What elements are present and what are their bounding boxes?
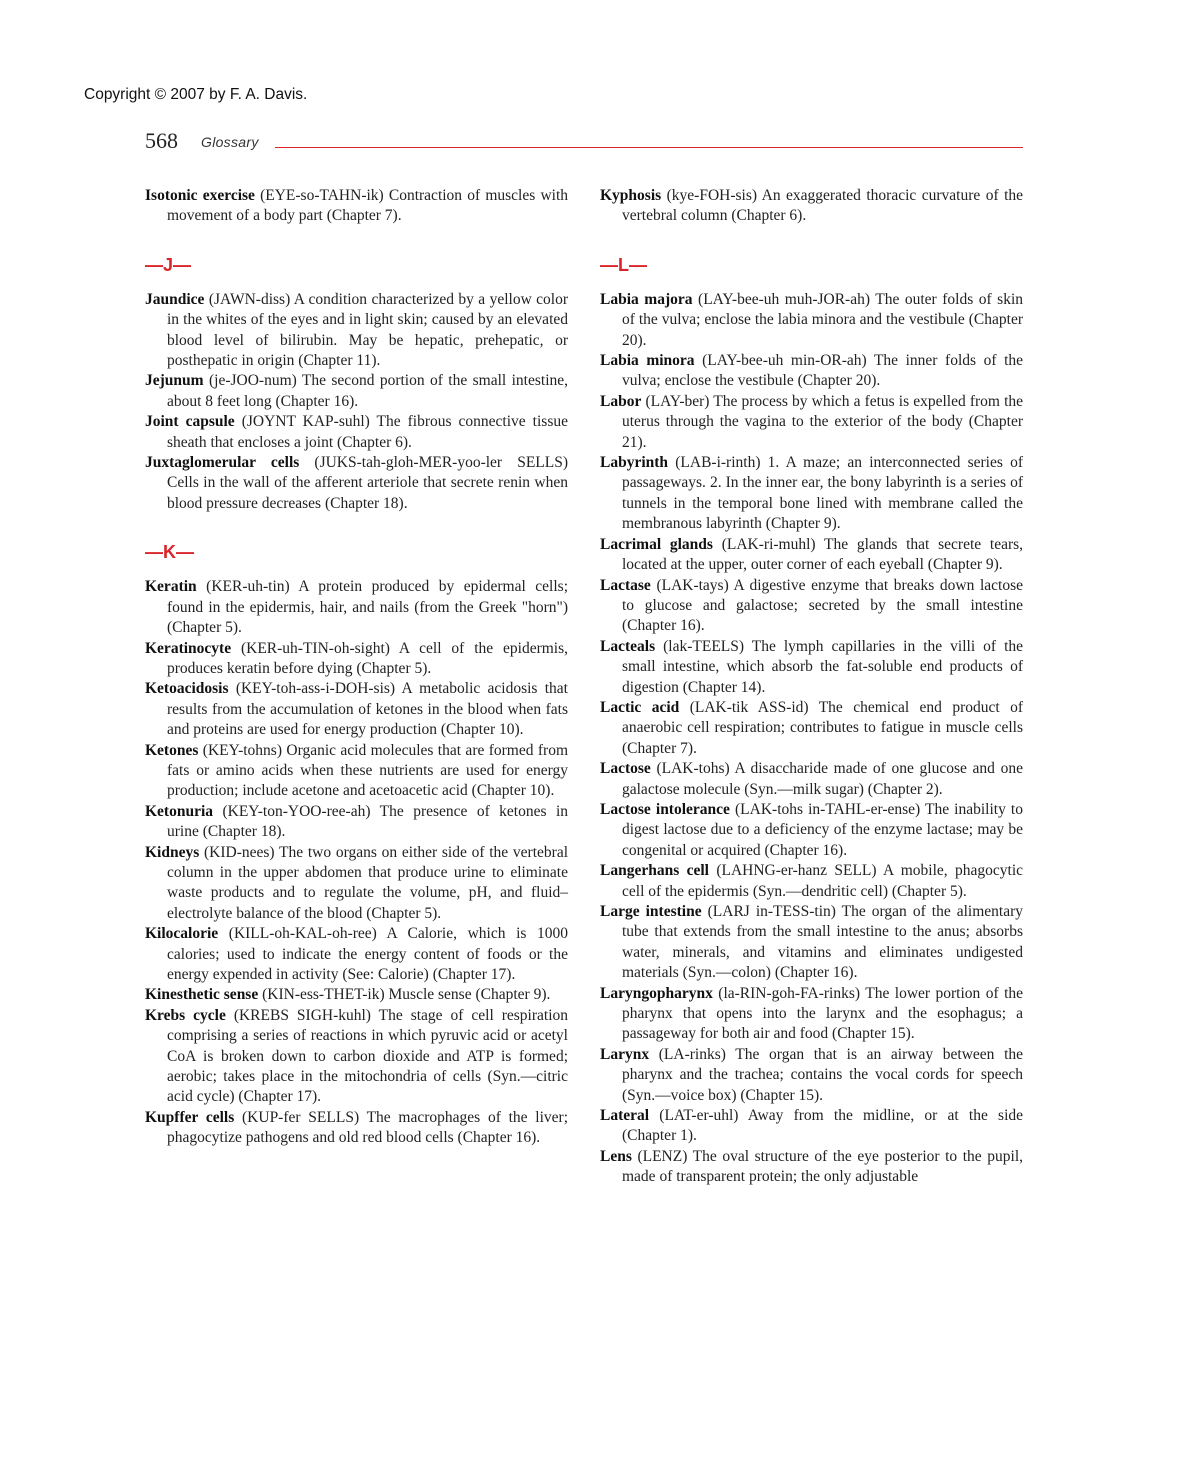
left-top-entries: [145, 186, 568, 227]
glossary-term: Labia majora: [600, 290, 693, 308]
glossary-entry: [145, 186, 568, 227]
glossary-entry: [600, 453, 1023, 535]
glossary-entry: [600, 698, 1023, 759]
glossary-term: Keratinocyte: [145, 639, 232, 657]
glossary-definition: (LAB-i-rinth) 1. A maze; an interconnected series of passageways. 2. In the inner ear, the bony labyrinth is a series of tunnels in the temporal bone lined with membrane called the membranous labyrinth (Chapter 9).: [622, 454, 1024, 533]
glossary-term: Jaundice: [145, 290, 205, 308]
glossary-entry: [600, 1106, 1023, 1147]
glossary-term: Labia minora: [600, 352, 695, 370]
glossary-definition: (la-RIN-goh-FA-rinks) The lower portion of the pharynx that opens into the larynx and the esophagus; a passageway for both air and food (Chapter 15).: [622, 984, 1024, 1043]
glossary-term: Jejunum: [145, 372, 204, 390]
glossary-definition: (KILL-oh-KAL-oh-ree) A Calorie, which is 1000 calories; used to indicate the energy content of foods or the energy expended in activity (See: Calorie) (Chapter 17).: [167, 925, 568, 983]
glossary-term: Kupffer cells: [145, 1108, 235, 1126]
section-l-entries: [600, 290, 1023, 1188]
glossary-term: Lactic acid: [600, 698, 680, 716]
glossary-definition: (LAK-tohs in-TAHL-er-ense) The inability to digest lactose due to a deficiency of the enzyme lactase; may be congenital or acquired (Chapter 16).: [622, 800, 1023, 859]
glossary-definition: (KUP-fer SELLS) The macrophages of the liver; phagocytize pathogens and old red blood cells (Chapter 16).: [167, 1108, 568, 1147]
glossary-term: Joint capsule: [145, 413, 235, 431]
glossary-entry: [600, 984, 1023, 1045]
glossary-definition: (KER-uh-tin) A protein produced by epidermal cells; found in the epidermis, hair, and nails (from the Greek "horn") (Chapter 5).: [167, 578, 568, 637]
glossary-definition: (LAK-ri-muhl) The glands that secrete tears, located at the upper, outer corner of each eyeball (Chapter 9).: [622, 535, 1024, 574]
right-top-entries: [600, 186, 1023, 227]
section-j-entries: [145, 290, 568, 514]
glossary-entry: [600, 1147, 1023, 1188]
glossary-entry: [600, 861, 1023, 902]
glossary-definition: (KID-nees) The two organs on either side of the vertebral column in the upper abdomen that produce urine to eliminate waste products and to regulate the volume, pH, and fluid–electrolyte balance of the blood (Chapter 5).: [167, 843, 568, 922]
glossary-definition: (JAWN-diss) A condition characterized by a yellow color in the whites of the eyes and in light skin; caused by an elevated blood level of bilirubin. May be hepatic, prehepatic, or posthepatic in origin (Chapter 11).: [167, 290, 569, 370]
glossary-definition: (LAY-bee-uh min-OR-ah) The inner folds of the vulva; enclose the vestibule (Chapter 20).: [622, 352, 1024, 390]
glossary-term: Ketones: [145, 741, 199, 759]
glossary-definition: (LAK-tohs) A disaccharide made of one glucose and one galactose molecule (Syn.—milk sugar) (Chapter 2).: [622, 760, 1023, 798]
glossary-definition: (LA-rinks) The organ that is an airway between the pharynx and the trachea; contains the vocal cords for speech (Syn.—voice box) (Chapter 15).: [622, 1045, 1024, 1104]
glossary-term: Keratin: [145, 578, 197, 596]
glossary-entry: [145, 453, 568, 514]
section-heading-j: —J—: [145, 254, 192, 275]
glossary-definition: (lak-TEELS) The lymph capillaries in the villi of the small intestine, which absorb the fat-soluble end products of digestion (Chapter 14).: [622, 637, 1023, 696]
glossary-term: Ketonuria: [145, 802, 214, 820]
glossary-term: Lactase: [600, 576, 651, 594]
glossary-entry: [600, 759, 1023, 800]
glossary-entry: [145, 577, 568, 638]
glossary-definition: (KEY-tohns) Organic acid molecules that are formed from fats or amino acids when these nutrients are used for energy production; include acetone and acetoacetic acid (Chapter 10).: [167, 741, 569, 800]
glossary-entry: [600, 576, 1023, 637]
glossary-term: Lacrimal glands: [600, 535, 713, 553]
glossary-term: Kilocalorie: [145, 925, 219, 943]
glossary-definition: (LAK-tays) A digestive enzyme that breaks down lactose to glucose and galactose; secreted by the small intestine (Chapter 16).: [622, 576, 1024, 635]
glossary-entry: [600, 186, 1023, 227]
glossary-entry: [600, 392, 1023, 453]
glossary-term: Lacteals: [600, 637, 656, 655]
glossary-term: Labyrinth: [600, 454, 669, 472]
glossary-term: Lactose: [600, 760, 651, 778]
glossary-definition: (KREBS SIGH-kuhl) The stage of cell respiration comprising a series of reactions in which pyruvic acid or acetyl CoA is broken down to carbon dioxide and ATP is formed; aerobic; takes place in the mitochondria of cells (Syn.—citric acid cycle) (Chapter 17).: [167, 1006, 569, 1106]
right-column: [600, 186, 1023, 1188]
glossary-definition: (JOYNT KAP-suhl) The fibrous connective tissue sheath that encloses a joint (Chapter 6).: [167, 413, 568, 451]
glossary-term: Labor: [600, 392, 642, 410]
glossary-term: Isotonic exercise: [145, 187, 255, 204]
glossary-term: Lactose intolerance: [600, 800, 730, 818]
glossary-term: Krebs cycle: [145, 1006, 226, 1024]
glossary-entry: [145, 843, 568, 925]
glossary-entry: [145, 290, 568, 372]
glossary-term: Laryngopharynx: [600, 984, 713, 1002]
glossary-definition: (KEY-toh-ass-i-DOH-sis) A metabolic acidosis that results from the accumulation of ketones in the blood when fats and proteins are used for energy production (Chapter 10).: [167, 680, 568, 739]
glossary-definition: (JUKS-tah-gloh-MER-yoo-ler SELLS) Cells in the wall of the afferent arteriole that secrete renin when blood pressure decreases (Chapter 18).: [167, 454, 568, 512]
glossary-entry: [145, 679, 568, 740]
glossary-entry: [600, 637, 1023, 698]
glossary-definition: (kye-FOH-sis) An exaggerated thoracic curvature of the vertebral column (Chapter 6).: [622, 187, 1024, 225]
left-column: [145, 186, 568, 1149]
glossary-definition: (KEY-ton-YOO-ree-ah) The presence of ketones in urine (Chapter 18).: [167, 802, 569, 841]
glossary-entry: [600, 290, 1023, 351]
glossary-definition: (LENZ) The oval structure of the eye posterior to the pupil, made of transparent protein; the only adjustable: [622, 1147, 1024, 1186]
glossary-entry: [145, 924, 568, 985]
glossary-definition: (LAT-er-uhl) Away from the midline, or at the side (Chapter 1).: [622, 1107, 1024, 1145]
glossary-term: Kinesthetic sense: [145, 986, 259, 1004]
glossary-term: Juxtaglomerular cells: [145, 454, 300, 472]
glossary-definition: (LAHNG-er-hanz SELL) A mobile, phagocytic cell of the epidermis (Syn.—dendritic cell) (Chapter 5).: [622, 862, 1023, 900]
glossary-definition: (EYE-so-TAHN-ik) Contraction of muscles with movement of a body part (Chapter 7).: [167, 187, 568, 225]
glossary-entry: [145, 985, 568, 1005]
section-k-entries: [145, 577, 568, 1148]
glossary-definition: (LARJ in-TESS-tin) The organ of the alimentary tube that extends from the small intestine to the anus; absorbs water, minerals, and vitamins and eliminates undigested materials (Syn.—colon) (Chapter 16).: [622, 903, 1023, 982]
glossary-entry: [145, 1108, 568, 1149]
glossary-term: Lateral: [600, 1107, 650, 1125]
page-number: 568: [145, 128, 178, 153]
header-rule: [275, 147, 1023, 148]
glossary-entry: [145, 412, 568, 453]
glossary-term: Kidneys: [145, 843, 200, 861]
glossary-entry: [145, 639, 568, 680]
section-heading-k: —K—: [145, 542, 194, 563]
glossary-definition: (LAY-bee-uh muh-JOR-ah) The outer folds of skin of the vulva; enclose the labia minora and the vestibule (Chapter 20).: [622, 290, 1024, 349]
glossary-definition: (LAK-tik ASS-id) The chemical end product of anaerobic cell respiration; contributes to fatigue in muscle cells (Chapter 7).: [622, 698, 1023, 757]
glossary-entry: [600, 902, 1023, 984]
glossary-definition: (je-JOO-num) The second portion of the small intestine, about 8 feet long (Chapter 16).: [167, 372, 569, 410]
section-heading-l: —L—: [600, 254, 647, 275]
copyright-notice: Copyright © 2007 by F. A. Davis.: [84, 86, 308, 103]
glossary-entry: [145, 741, 568, 802]
glossary-entry: [600, 351, 1023, 392]
glossary-entry: [145, 802, 568, 843]
glossary-term: Langerhans cell: [600, 862, 709, 880]
glossary-term: Ketoacidosis: [145, 680, 229, 698]
glossary-term: Lens: [600, 1147, 632, 1165]
glossary-term: Larynx: [600, 1045, 650, 1063]
glossary-definition: (KER-uh-TIN-oh-sight) A cell of the epidermis, produces keratin before dying (Chapter 5).: [167, 639, 569, 677]
glossary-entry: [145, 371, 568, 412]
glossary-term: Large intestine: [600, 903, 702, 920]
running-head-title: Glossary: [201, 134, 259, 150]
glossary-entry: [600, 800, 1023, 861]
glossary-definition: (LAY-ber) The process by which a fetus is expelled from the uterus through the vagina to the exterior of the body (Chapter 21).: [622, 392, 1024, 451]
glossary-entry: [600, 535, 1023, 576]
glossary-term: Kyphosis: [600, 187, 662, 204]
glossary-definition: (KIN-ess-THET-ik) Muscle sense (Chapter 9).: [262, 986, 551, 1004]
glossary-entry: [145, 1006, 568, 1108]
glossary-entry: [600, 1045, 1023, 1106]
page-header: [145, 128, 1023, 158]
